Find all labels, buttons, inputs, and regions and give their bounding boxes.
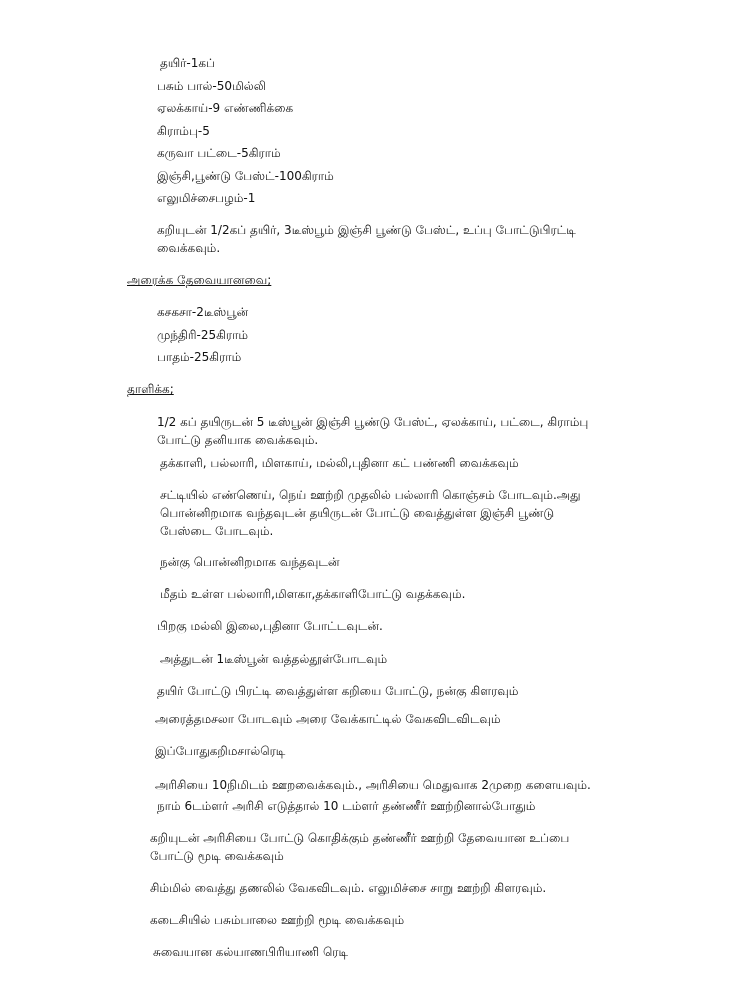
ingredient-curd: தயிர்-1கப் [160, 56, 215, 70]
step-14: சிம்மில் வைத்து தணலில் வேகவிடவும். எலுமிச்சை சாறு ஊற்றி கிளரவும். [150, 881, 547, 895]
step-12: நாம் 6டம்ளர் அரிசி எடுத்தால் 10 டம்ளர் தண்ணீர் ஊற்றினால்போதும் [157, 799, 536, 813]
grind-item-almond: பாதம்-25கிராம் [157, 350, 242, 364]
step-7: அத்துடன் 1டீஸ்பூன் வத்தல்தூள்போடவும் [160, 652, 388, 666]
step-3: சட்டியில் எண்ணெய், நெய் ஊற்றி முதலில் பல்லாரி கொஞ்சம் போடவும்.அது பொன்னிறமாக வந்தவுடன் தயிருடன் போட்டு வைத்துள்ள இஞ்சி பூண்டு பேஸ்டை போடவும். [160, 488, 581, 538]
step-6: பிறகு மல்லி இலை,புதினா போட்டவுடன். [157, 619, 383, 633]
grind-item-poppy-seeds: கசகசா-2டீஸ்பூன் [157, 305, 249, 319]
step-2: தக்காளி, பல்லாரி, மிளகாய், மல்லி,புதினா கட் பண்ணி வைக்கவும் [160, 456, 519, 470]
step-11: அரிசியை 10நிமிடம் ஊறவைக்கவும்., அரிசியை மெதுவாக 2முறை களையவும். [155, 778, 591, 792]
ingredient-milk: பசும் பால்-50மில்லி [157, 79, 266, 93]
step-8: தயிர் போட்டு பிரட்டி வைத்துள்ள கறியை போட்டு, நன்கு கிளரவும் [157, 684, 519, 698]
ingredient-lemon: எலுமிச்சைபழம்-1 [157, 191, 256, 205]
step-9: அரைத்தமசலா போடவும் அரை வேக்காட்டில் வேகவிடவிடவும் [155, 712, 501, 726]
step-16: சுவையான கல்யாணபிரியாணி ரெடி [153, 945, 349, 959]
temper-heading: தாளிக்க; [127, 382, 174, 396]
ingredient-cardamom: ஏலக்காய்-9 எண்ணிக்கை [157, 101, 294, 115]
step-4: நன்கு பொன்னிறமாக வந்தவுடன் [160, 555, 340, 569]
grind-heading: அரைக்க தேவையானவை; [127, 273, 272, 287]
step-13: கறியுடன் அரிசியை போட்டு கொதிக்கும் தண்ணீர் ஊற்றி தேவையான உப்பை போட்டு மூடி வைக்கவும் [150, 831, 570, 863]
step-10: இப்போதுகறிமசால்ரெடி [155, 744, 286, 758]
grind-item-cashew: முந்திரி-25கிராம் [157, 328, 249, 342]
step-5: மீதம் உள்ள பல்லாரி,மிளகா,தக்காளிபோட்டு வதக்கவும். [160, 587, 466, 601]
step-1: 1/2 கப் தயிருடன் 5 டீஸ்பூன் இஞ்சி பூண்டு பேஸ்ட், ஏலக்காய், பட்டை, கிராம்பு போட்டு தனியாக வைக்கவும். [157, 415, 589, 447]
marinate-note: கறியுடன் 1/2கப் தயிர், 3டீஸ்பூம் இஞ்சி பூண்டு பேஸ்ட், உப்பு போட்டுபிரட்டி வைக்கவும். [157, 223, 576, 255]
ingredient-cinnamon: கருவா பட்டை-5கிராம் [157, 146, 281, 160]
ingredient-ginger-garlic-paste: இஞ்சி,பூண்டு பேஸ்ட்-100கிராம் [157, 169, 334, 183]
step-15: கடைசியில் பசும்பாலை ஊற்றி மூடி வைக்கவும் [150, 913, 405, 927]
ingredient-clove: கிராம்பு-5 [157, 124, 210, 138]
